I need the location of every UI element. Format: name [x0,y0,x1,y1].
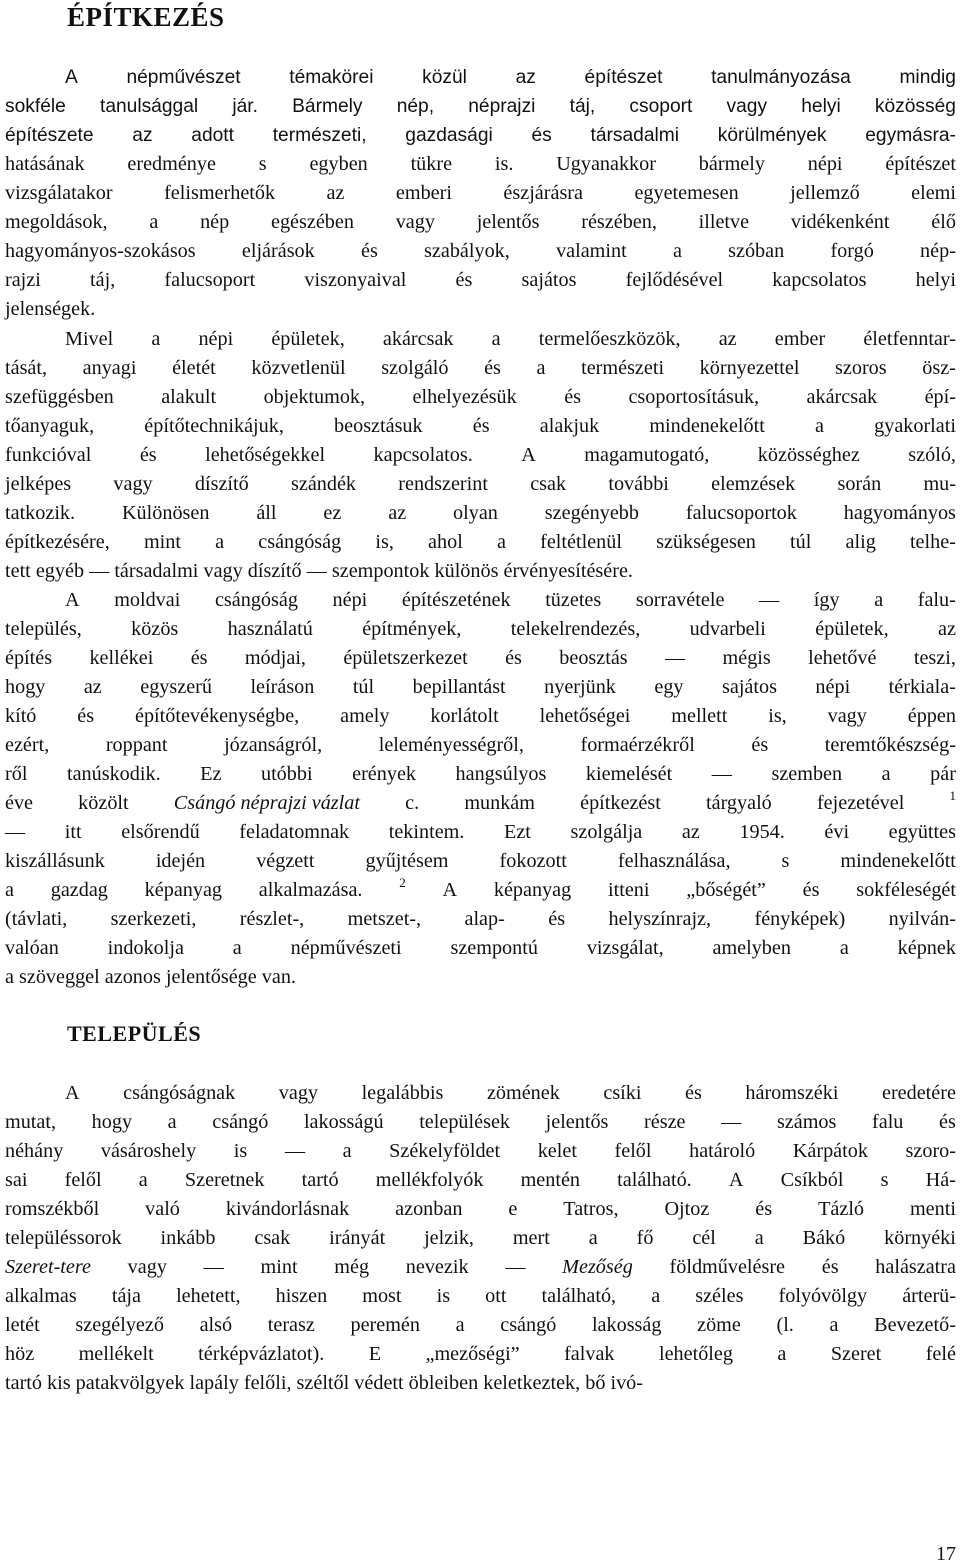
text-line: rajzi táj, falucsoport viszonyaival és sajátos fejlődésével kapcsolatos helyi [5,269,956,291]
text-line: Szeret-tere vagy — mint még nevezik — Mezőség földművelésre és halászatra [5,1256,956,1278]
section-title: TELEPÜLÉS [67,1021,202,1046]
text-line: vizsgálatakor felismerhetők az emberi észjárásra egyetemesen jellemző elemi [5,182,956,204]
page-number: 17 [936,1543,956,1565]
text-line: ről tanúskodik. Ez utóbbi erények hangsúlyos kiemelését — szemben a pár [5,763,956,785]
text-line: néhány vásároshely is — a Székelyföldet kelet felől határoló Kárpátok szoro- [5,1140,956,1162]
text-line: ezért, roppant józanságról, leleményességről, formaérzékről és teremtőkészség- [5,734,956,756]
text-line: mutat, hogy a csángó lakosságú települések jelentős része — számos falu és [5,1111,956,1133]
text-line: — itt elsőrendű feladatomnak tekintem. Ezt szolgálja az 1954. évi együttes [5,821,956,843]
text-line: jelképes vagy díszítő szándék rendszerint csak további elemzések során mu- [5,473,956,495]
text-line: a gazdag képanyag alkalmazása. $^2$ A képanyag itteni „bőségét” és sokféleségét [5,875,956,901]
paragraph [5,1079,956,1398]
text-line: A moldvai csángóság népi építészetének tüzetes sorravétele — így a falu- [65,589,956,611]
text-line: hogy az egyszerű leíráson túl bepillantást nyerjünk egy sajátos népi térkiala- [5,676,956,698]
text-line: valóan indokolja a népművészeti szempontú vizsgálat, amelyben a képnek [5,937,956,959]
text-line: építés kellékei és módjai, épületszerkezet és beosztás — mégis lehetővé teszi, [5,647,956,669]
text-line: tartó kis patakvölgyek lapály felőli, széltől védett öbleiben keletkeztek, bő ivó- [5,1372,644,1394]
text-line: tását, anyagi életét közvetlenül szolgáló és a természeti környezettel szoros ösz- [5,357,956,379]
text-line: építészete az adott természeti, gazdasági és társadalmi körülmények egymásra- [5,125,956,146]
text-line: höz mellékelt térképvázlatot). E „mezőségi” falvak lehetőleg a Szeret felé [5,1343,956,1365]
text-line: szefüggésben alakult objektumok, elhelyezésük és csoportosításuk, akárcsak épí- [5,386,956,408]
text-line: sai felől a Szeretnek tartó mellékfolyók mentén található. A Csíkból s Há- [5,1169,956,1191]
text-line: település, közös használatú építmények, telekelrendezés, udvarbeli épületek, az [5,618,956,640]
paragraph [5,63,956,324]
text-line: jelenségek. [5,298,96,320]
text-line: romszékből való kivándorlásnak azonban e Tatros, Ojtoz és Tázló menti [5,1198,956,1220]
text-line: éve közölt Csángó néprajzi vázlat c. munkám építkezést tárgyaló fejezetével $^1$ [5,788,956,814]
text-line: tett egyéb — társadalmi vagy díszítő — szempontok különös érvényesítésére. [5,560,633,582]
paragraph [5,586,956,992]
text-line: letét szegélyező alsó terasz peremén a csángó lakosság zöme (l. a Bevezető- [5,1314,956,1336]
text-line: Mivel a népi épületek, akárcsak a termelőeszközök, az ember életfenntar- [65,328,956,350]
text-line: hagyományos-szokásos eljárások és szabályok, valamint a szóban forgó nép- [5,240,956,262]
text-line: A csángóságnak vagy legalábbis zömének csíki és háromszéki eredetére [65,1082,956,1104]
text-line: megoldások, a nép egészében vagy jelentős részében, illetve vidékenként élő [5,211,956,233]
text-line: funkcióval és lehetőségekkel kapcsolatos. A magamutogató, közösséghez szóló, [5,444,956,466]
text-line: településsorok inkább csak irányát jelzik, mert a fő cél a Bákó környéki [5,1227,956,1249]
text-line: tőanyaguk, építőtechnikájuk, beosztásuk és alakjuk mindenekelőtt a gyakorlati [5,415,956,437]
text-line: tatkozik. Különösen áll ez az olyan szegényebb falucsoportok hagyományos [5,502,956,524]
paragraph [5,325,956,586]
text-line: (távlati, szerkezeti, részlet-, metszet-, alap- és helyszínrajz, fényképek) nyilván- [5,908,956,930]
text-line: kiszállásunk idején végzett gyűjtésem fokozott felhasználása, s mindenekelőtt [5,850,956,872]
text-line: kító és építőtevékenységbe, amely korlátolt lehetőségei mellett is, vagy éppen [5,705,956,727]
text-line: A népművészet témakörei közül az építészet tanulmányozása mindig [65,67,956,88]
text-line: sokféle tanulsággal jár. Bármely nép, néprajzi táj, csoport vagy helyi közösség [5,96,956,117]
text-line: építkezésére, mint a csángóság is, ahol a feltétlenül szükségesen túl alig telhe- [5,531,956,553]
text-line: a szöveggel azonos jelentősége van. [5,966,296,988]
page-title: ÉPÍTKEZÉS [67,2,225,32]
text-line: hatásának eredménye s egyben tükre is. Ugyanakkor bármely népi építészet [5,153,956,175]
text-line: alkalmas tája lehetett, hiszen most is ott található, a széles folyóvölgy árterü- [5,1285,956,1307]
